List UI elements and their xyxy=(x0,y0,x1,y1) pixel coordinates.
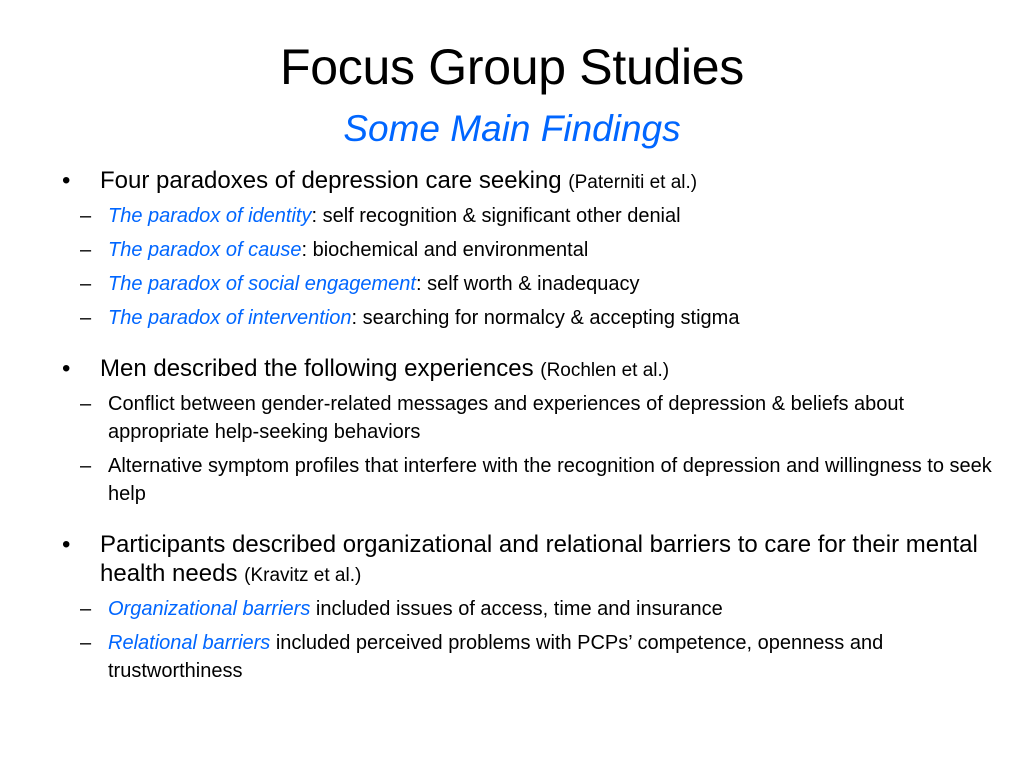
sub-item xyxy=(62,304,1002,332)
dash-marker: – xyxy=(80,239,92,261)
bullet-group-barriers xyxy=(62,530,1002,685)
dash-marker: – xyxy=(80,598,92,620)
sub-item-emphasis: The paradox of cause xyxy=(108,239,302,261)
bullet-text: Four paradoxes of depression care seeking xyxy=(100,167,569,194)
sub-list xyxy=(62,390,1002,508)
sub-item-emphasis: The paradox of intervention xyxy=(108,307,352,329)
bullet-text: Participants described organizational and relational barriers to care for their mental health needs xyxy=(100,531,978,587)
sub-item-text: included issues of access, time and insurance xyxy=(310,598,723,620)
bullet-item xyxy=(62,530,1002,590)
sub-item xyxy=(62,452,1002,508)
bullet-marker: • xyxy=(62,531,71,558)
sub-item-emphasis: The paradox of identity xyxy=(108,205,312,227)
sub-list xyxy=(62,595,1002,685)
sub-list xyxy=(62,202,1002,332)
sub-item xyxy=(62,202,1002,230)
bullet-marker: • xyxy=(62,355,71,382)
sub-item-text: Conflict between gender-related messages and experiences of depression & beliefs about appropriate help-seeking behaviors xyxy=(108,393,905,443)
bullet-marker: • xyxy=(62,167,71,194)
bullet-text: Men described the following experiences xyxy=(100,355,541,382)
slide-subtitle: Some Main Findings xyxy=(343,108,681,149)
dash-marker: – xyxy=(80,393,92,415)
sub-item xyxy=(62,236,1002,264)
bullet-group-men-experiences xyxy=(62,354,1002,508)
dash-marker: – xyxy=(80,273,92,295)
sub-item-emphasis: The paradox of social engagement xyxy=(108,273,416,295)
dash-marker: – xyxy=(80,205,92,227)
sub-item-text: Alternative symptom profiles that interfere with the recognition of depression and willingness to seek help xyxy=(108,455,992,505)
bullet-item xyxy=(62,354,1002,385)
dash-marker: – xyxy=(80,455,92,477)
sub-item-text: : biochemical and environmental xyxy=(301,239,589,261)
dash-marker: – xyxy=(80,632,92,654)
citation: (Kravitz et al.) xyxy=(244,565,362,586)
sub-item-emphasis: Relational barriers xyxy=(108,632,271,654)
sub-item-text: : self worth & inadequacy xyxy=(415,273,640,295)
bullet-group-paradoxes xyxy=(62,166,1002,332)
bullet-item xyxy=(62,166,1002,197)
sub-item xyxy=(62,595,1002,623)
slide-title: Focus Group Studies xyxy=(280,39,744,95)
sub-item xyxy=(62,629,1002,685)
dash-marker: – xyxy=(80,307,92,329)
sub-item-text: : searching for normalcy & accepting stigma xyxy=(351,307,740,329)
sub-item-emphasis: Organizational barriers xyxy=(108,598,311,620)
sub-item xyxy=(62,270,1002,298)
sub-item-text: included perceived problems with PCPs’ competence, openness and trustworthiness xyxy=(108,632,884,682)
citation: (Paterniti et al.) xyxy=(568,172,698,193)
sub-item xyxy=(62,390,1002,446)
citation: (Rochlen et al.) xyxy=(540,360,670,381)
sub-item-text: : self recognition & significant other denial xyxy=(311,205,681,227)
slide-content xyxy=(62,166,1002,707)
